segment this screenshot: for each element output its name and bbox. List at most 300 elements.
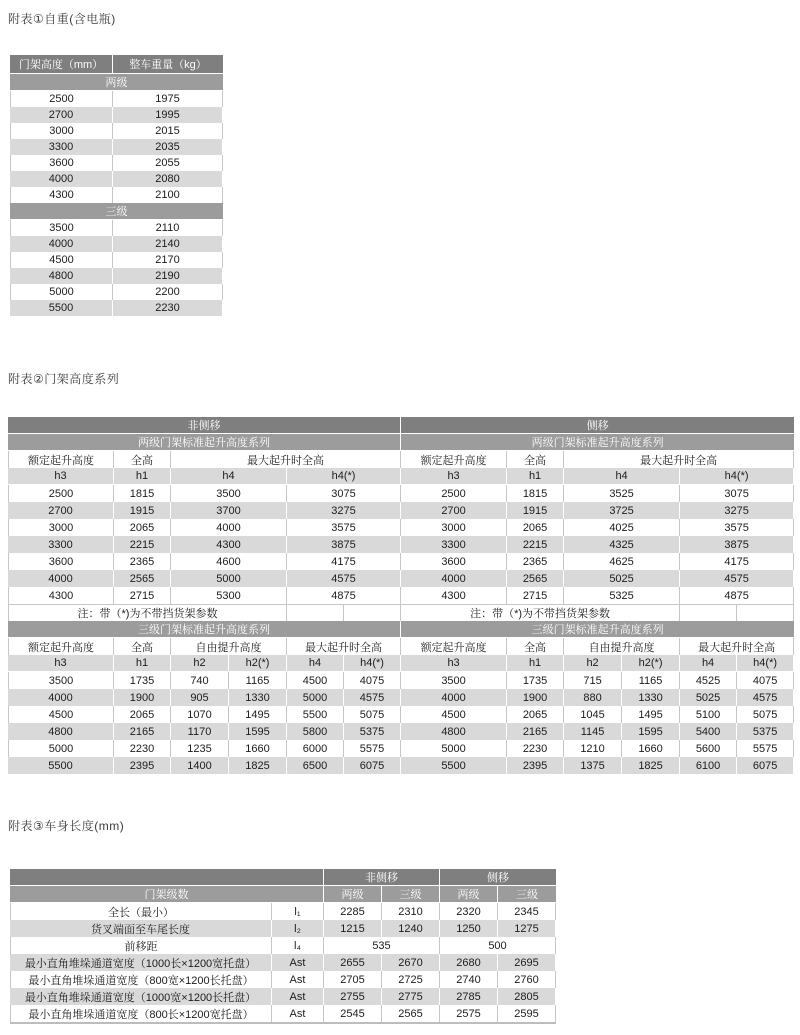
table3-row <box>10 954 556 971</box>
table3-cell: 2725 <box>382 971 440 988</box>
table2-cell: 1915 <box>507 502 564 519</box>
table3-cell: Ast <box>272 954 324 971</box>
table2-cell: 侧移 <box>401 417 794 434</box>
table3-cell: 2695 <box>498 954 556 971</box>
table1-row <box>10 268 223 284</box>
table2-cell: 3275 <box>287 502 401 519</box>
table2-cell: 1070 <box>171 706 229 723</box>
table2-cell: 4875 <box>680 587 794 604</box>
table2-cell: 1825 <box>229 757 287 774</box>
table2-cell: 5375 <box>344 723 401 740</box>
table2-row <box>8 689 794 706</box>
table1-cell: 整车重量（kg） <box>113 55 223 74</box>
table2-cell: 1235 <box>171 740 229 757</box>
table3-row <box>10 903 556 920</box>
table2-cell: 2230 <box>507 740 564 757</box>
table3-cell: 2775 <box>382 988 440 1005</box>
table3-cell: 2575 <box>440 1005 498 1022</box>
table2-cell: 4000 <box>8 570 114 587</box>
table2-cell: 1145 <box>564 723 622 740</box>
table2-cell: 2065 <box>507 706 564 723</box>
table2-cell: h3 <box>8 468 114 485</box>
table2-row <box>8 638 794 655</box>
table2-cell: 1165 <box>622 672 680 689</box>
table2-cell: 4575 <box>287 570 401 587</box>
table2-row <box>8 536 794 553</box>
table3-cell: 最小直角堆垛通道宽度（1000宽×1200长托盘） <box>10 988 272 1005</box>
table2-cell: 3000 <box>8 519 114 536</box>
table2-cell: 2215 <box>507 536 564 553</box>
table2-cell: 2565 <box>507 570 564 587</box>
table2-cell: 2065 <box>114 519 171 536</box>
table2-cell <box>737 604 794 621</box>
table3-cell: 货叉端面至车尾长度 <box>10 920 272 937</box>
table2-cell: 1210 <box>564 740 622 757</box>
table2-cell: 5025 <box>680 689 737 706</box>
table2-row <box>8 570 794 587</box>
table2-cell: 4075 <box>737 672 794 689</box>
table2-cell: 1330 <box>229 689 287 706</box>
table2-cell: 4500 <box>287 672 344 689</box>
table1-cell: 3000 <box>10 123 113 139</box>
table3-cell: 2680 <box>440 954 498 971</box>
table2-cell: 2365 <box>114 553 171 570</box>
table2-row <box>8 621 794 638</box>
table3-cell: 1240 <box>382 920 440 937</box>
table2-cell: 5325 <box>564 587 680 604</box>
table2-cell: 1900 <box>114 689 171 706</box>
table3-cell: 535 <box>324 937 440 954</box>
table2-cell: 4575 <box>680 570 794 587</box>
table2-cell: 2165 <box>507 723 564 740</box>
table2-cell: 3300 <box>401 536 507 553</box>
table2-cell: 最大起升时全高 <box>680 638 794 655</box>
table3-cell: 500 <box>440 937 556 954</box>
table3-cell: 2670 <box>382 954 440 971</box>
table3-cell: 2740 <box>440 971 498 988</box>
table2-cell: 4875 <box>287 587 401 604</box>
table2-cell: 2500 <box>401 485 507 502</box>
table1-cell: 2230 <box>113 300 223 316</box>
table2-cell: 2395 <box>507 757 564 774</box>
table2-cell: 两级门架标准起升高度系列 <box>401 434 794 451</box>
table2-cell: h2(*) <box>229 655 287 672</box>
table2-cell: 4575 <box>344 689 401 706</box>
table2-cell: 1825 <box>622 757 680 774</box>
table1-cell: 4500 <box>10 252 113 268</box>
table2-cell: 4500 <box>401 706 507 723</box>
table1-row <box>10 187 223 203</box>
table2-cell: 1595 <box>622 723 680 740</box>
table2-cell: 3575 <box>680 519 794 536</box>
table2-cell: 5000 <box>287 689 344 706</box>
table2-cell: h2(*) <box>622 655 680 672</box>
table2-cell: 4800 <box>401 723 507 740</box>
table2-cell: h1 <box>507 468 564 485</box>
table2-cell: 非侧移 <box>8 417 401 434</box>
table2-cell: 2065 <box>507 519 564 536</box>
table2-cell: h4 <box>564 468 680 485</box>
table2-cell: 2365 <box>507 553 564 570</box>
table2-cell: 最大起升时全高 <box>564 451 794 468</box>
table3-cell: l₂ <box>272 920 324 937</box>
table1-cell: 4000 <box>10 171 113 187</box>
table3-cell: 2655 <box>324 954 382 971</box>
table2-cell: 2230 <box>114 740 171 757</box>
table2-cell: 3500 <box>171 485 287 502</box>
table2-cell: 6000 <box>287 740 344 757</box>
table2-cell: 1595 <box>229 723 287 740</box>
table2-cell: 5000 <box>171 570 287 587</box>
table1-cell: 2500 <box>10 91 113 107</box>
table3-cell: 2785 <box>440 988 498 1005</box>
table2-cell: 5800 <box>287 723 344 740</box>
table3-cell: 侧移 <box>440 869 556 886</box>
table3-cell: 2545 <box>324 1005 382 1022</box>
table1-cell: 2190 <box>113 268 223 284</box>
table1-cell: 三级 <box>10 203 223 220</box>
table2-cell <box>344 604 401 621</box>
table2-cell: 5575 <box>737 740 794 757</box>
table2-cell: 2165 <box>114 723 171 740</box>
table2-cell: 额定起升高度 <box>401 451 507 468</box>
table3-cell: 前移距 <box>10 937 272 954</box>
table2-cell: 3600 <box>401 553 507 570</box>
table2-cell: 1735 <box>114 672 171 689</box>
table2-cell: 1815 <box>114 485 171 502</box>
table3-title: 附表③车身长度(mm) <box>8 819 125 833</box>
table2-cell: 额定起升高度 <box>8 451 114 468</box>
table2-cell: 715 <box>564 672 622 689</box>
table3-cell: 2595 <box>498 1005 556 1022</box>
table3-cell: 全长（最小） <box>10 903 272 920</box>
body-length-table <box>10 869 556 1024</box>
table3-cell: 1215 <box>324 920 382 937</box>
table3-cell: Ast <box>272 1005 324 1022</box>
table2-cell: 3500 <box>401 672 507 689</box>
table2-cell: 4000 <box>8 689 114 706</box>
table1-cell: 5500 <box>10 300 113 316</box>
table2-cell: h1 <box>114 468 171 485</box>
self-weight-table <box>10 55 223 316</box>
table2-cell: 三级门架标准起升高度系列 <box>401 621 794 638</box>
table1-row <box>10 300 223 316</box>
table3-cell: 2705 <box>324 971 382 988</box>
table1-cell: 2140 <box>113 236 223 252</box>
table2-cell: 1495 <box>229 706 287 723</box>
table2-cell: 5500 <box>401 757 507 774</box>
table3-cell: 2760 <box>498 971 556 988</box>
table3-row <box>10 886 556 903</box>
table2-cell: 最大起升时全高 <box>171 451 401 468</box>
table1-cell: 2200 <box>113 284 223 300</box>
table1-cell: 2110 <box>113 220 223 236</box>
table2-cell: 6075 <box>344 757 401 774</box>
table2-cell <box>287 604 344 621</box>
table2-cell: 5000 <box>401 740 507 757</box>
table2-row <box>8 417 794 434</box>
table3-cell: 2285 <box>324 903 382 920</box>
table1-row <box>10 91 223 107</box>
table2-cell: 3500 <box>8 672 114 689</box>
table3-cell: 两级 <box>440 886 498 903</box>
table2-cell: 2395 <box>114 757 171 774</box>
table2-cell: 5400 <box>680 723 737 740</box>
table3-row <box>10 971 556 988</box>
table1-cell: 门架高度（mm） <box>10 55 113 74</box>
table2-row <box>8 485 794 502</box>
table2-cell: 5575 <box>344 740 401 757</box>
table2-cell: 5600 <box>680 740 737 757</box>
table3-cell: 2310 <box>382 903 440 920</box>
table2-cell: 全高 <box>507 451 564 468</box>
table2-cell: 注：带（*)为不带挡货架参数 <box>401 604 680 621</box>
table1-row <box>10 171 223 187</box>
table2-cell: 5075 <box>737 706 794 723</box>
table2-cell: 1330 <box>622 689 680 706</box>
table2-cell: 5025 <box>564 570 680 587</box>
table2-cell: h2 <box>171 655 229 672</box>
table3-row <box>10 869 556 886</box>
table2-cell: 1735 <box>507 672 564 689</box>
table2-cell: 额定起升高度 <box>401 638 507 655</box>
table2-cell: h1 <box>114 655 171 672</box>
table3-cell: 2755 <box>324 988 382 1005</box>
table1-cell: 4300 <box>10 187 113 203</box>
table2-cell: 5500 <box>287 706 344 723</box>
table2-row <box>8 519 794 536</box>
table2-row <box>8 451 794 468</box>
table2-cell: 1165 <box>229 672 287 689</box>
table2-cell: 全高 <box>114 638 171 655</box>
table2-cell: 4575 <box>737 689 794 706</box>
table3-cell: 最小直角堆垛通道宽度（800宽×1200长托盘） <box>10 971 272 988</box>
table2-cell: 880 <box>564 689 622 706</box>
table2-cell: 3700 <box>171 502 287 519</box>
table1-cell: 1995 <box>113 107 223 123</box>
table2-cell: 全高 <box>114 451 171 468</box>
table2-cell: h3 <box>401 655 507 672</box>
table1-cell: 2700 <box>10 107 113 123</box>
table3-cell: 门架级数 <box>10 886 324 903</box>
table2-cell: 6075 <box>737 757 794 774</box>
table2-cell: h4 <box>287 655 344 672</box>
table3-row <box>10 988 556 1005</box>
table2-cell: 3300 <box>8 536 114 553</box>
table2-cell: 注：带（*)为不带挡货架参数 <box>8 604 287 621</box>
table1-cell: 3500 <box>10 220 113 236</box>
table2-cell: 1045 <box>564 706 622 723</box>
table2-cell: 4500 <box>8 706 114 723</box>
table3-row <box>10 920 556 937</box>
table3-cell: 最小直角堆垛通道宽度（1000长×1200宽托盘） <box>10 954 272 971</box>
table2-cell: 5075 <box>344 706 401 723</box>
table1-row <box>10 155 223 171</box>
table2-cell: 4000 <box>171 519 287 536</box>
table3-cell: l₄ <box>272 937 324 954</box>
table2-cell: h4(*) <box>680 468 794 485</box>
table2-cell: 1900 <box>507 689 564 706</box>
table2-cell: 2215 <box>114 536 171 553</box>
body-length-table-body <box>10 869 556 1022</box>
table1-row <box>10 252 223 268</box>
table2-row <box>8 502 794 519</box>
table2-row <box>8 672 794 689</box>
table1-cell: 4800 <box>10 268 113 284</box>
table1-cell: 2055 <box>113 155 223 171</box>
table2-cell: 3075 <box>680 485 794 502</box>
table2-cell: 1495 <box>622 706 680 723</box>
table2-cell: 1400 <box>171 757 229 774</box>
table2-cell: h4 <box>171 468 287 485</box>
table2-cell: 1915 <box>114 502 171 519</box>
table2-cell: h3 <box>401 468 507 485</box>
table2-cell: 3725 <box>564 502 680 519</box>
table2-row <box>8 723 794 740</box>
table2-cell: 4075 <box>344 672 401 689</box>
table2-cell: 3575 <box>287 519 401 536</box>
table2-row <box>8 587 794 604</box>
table2-cell: 4300 <box>401 587 507 604</box>
table2-cell: 5300 <box>171 587 287 604</box>
table2-cell: 1815 <box>507 485 564 502</box>
table2-cell: h4(*) <box>287 468 401 485</box>
table1-cell: 2170 <box>113 252 223 268</box>
table2-cell: 2715 <box>507 587 564 604</box>
table3-cell: 2320 <box>440 903 498 920</box>
table3-cell: 1250 <box>440 920 498 937</box>
table1-cell: 4000 <box>10 236 113 252</box>
table1-row <box>10 139 223 155</box>
table2-cell: 三级门架标准起升高度系列 <box>8 621 401 638</box>
table3-cell: Ast <box>272 971 324 988</box>
table2-cell: 2500 <box>8 485 114 502</box>
table3-cell: 1275 <box>498 920 556 937</box>
table2-cell: h3 <box>8 655 114 672</box>
table1-row <box>10 220 223 236</box>
table1-row <box>10 123 223 139</box>
table2-cell: 6100 <box>680 757 737 774</box>
table2-cell: 5000 <box>8 740 114 757</box>
table1-row <box>10 236 223 252</box>
self-weight-table-body <box>10 55 223 316</box>
table2-cell: 全高 <box>507 638 564 655</box>
table2-cell: 4325 <box>564 536 680 553</box>
table2-cell: h4 <box>680 655 737 672</box>
table2-cell: 4625 <box>564 553 680 570</box>
table3-cell: l₁ <box>272 903 324 920</box>
table1-cell: 两级 <box>10 74 223 91</box>
table2-cell: 3000 <box>401 519 507 536</box>
table2-cell: 2700 <box>8 502 114 519</box>
table1-row <box>10 284 223 300</box>
table2-row <box>8 740 794 757</box>
table1-cell: 2015 <box>113 123 223 139</box>
table3-cell <box>10 869 324 886</box>
table2-cell <box>680 604 737 621</box>
table2-cell: 3600 <box>8 553 114 570</box>
table2-cell: 额定起升高度 <box>8 638 114 655</box>
table3-cell: 最小直角堆垛通道宽度（800长×1200宽托盘） <box>10 1005 272 1022</box>
table2-cell: 1170 <box>171 723 229 740</box>
table2-cell: h2 <box>564 655 622 672</box>
table2-cell: h1 <box>507 655 564 672</box>
table2-cell: 4000 <box>401 689 507 706</box>
table2-cell: 4800 <box>8 723 114 740</box>
table3-cell: 三级 <box>498 886 556 903</box>
table2-cell: 4175 <box>287 553 401 570</box>
table2-cell: 4525 <box>680 672 737 689</box>
table2-cell: 两级门架标准起升高度系列 <box>8 434 401 451</box>
table3-cell: 2345 <box>498 903 556 920</box>
mast-height-series-table <box>8 417 794 774</box>
table1-row <box>10 74 223 91</box>
table3-row <box>10 937 556 954</box>
table2-cell: 1660 <box>622 740 680 757</box>
table3-cell: 两级 <box>324 886 382 903</box>
table1-cell: 2100 <box>113 187 223 203</box>
table2-cell: 3275 <box>680 502 794 519</box>
table2-cell: 5100 <box>680 706 737 723</box>
table2-cell: 4600 <box>171 553 287 570</box>
table2-cell: 3075 <box>287 485 401 502</box>
table2-cell: 自由提升高度 <box>171 638 287 655</box>
table1-cell: 1975 <box>113 91 223 107</box>
table1-cell: 5000 <box>10 284 113 300</box>
table2-cell: 4300 <box>171 536 287 553</box>
table2-cell: 6500 <box>287 757 344 774</box>
table2-cell: 740 <box>171 672 229 689</box>
table2-row <box>8 655 794 672</box>
table3-cell: 2805 <box>498 988 556 1005</box>
table2-cell: 2700 <box>401 502 507 519</box>
table2-title: 附表②门架高度系列 <box>8 372 120 386</box>
table1-row <box>10 203 223 220</box>
table2-row <box>8 706 794 723</box>
table3-cell: Ast <box>272 988 324 1005</box>
table2-cell: 2565 <box>114 570 171 587</box>
table2-row <box>8 553 794 570</box>
table3-row <box>10 1005 556 1022</box>
table2-cell: 1660 <box>229 740 287 757</box>
table2-row <box>8 604 794 621</box>
table3-cell: 2565 <box>382 1005 440 1022</box>
table1-cell: 2035 <box>113 139 223 155</box>
table1-cell: 2080 <box>113 171 223 187</box>
table2-row <box>8 757 794 774</box>
table3-cell: 非侧移 <box>324 869 440 886</box>
table1-cell: 3600 <box>10 155 113 171</box>
table2-cell: 4175 <box>680 553 794 570</box>
table3-cell: 三级 <box>382 886 440 903</box>
table2-cell: 4000 <box>401 570 507 587</box>
table2-cell: 5500 <box>8 757 114 774</box>
table2-cell: 3875 <box>287 536 401 553</box>
table1-row <box>10 107 223 123</box>
table2-cell: 最大起升时全高 <box>287 638 401 655</box>
table2-cell: 2065 <box>114 706 171 723</box>
table1-cell: 3300 <box>10 139 113 155</box>
table2-cell: 3875 <box>680 536 794 553</box>
table2-cell: 3525 <box>564 485 680 502</box>
table2-cell: h4(*) <box>737 655 794 672</box>
table1-row <box>10 55 223 74</box>
table2-cell: 5375 <box>737 723 794 740</box>
table2-cell: 905 <box>171 689 229 706</box>
table2-cell: 2715 <box>114 587 171 604</box>
mast-height-series-table-body <box>8 417 794 774</box>
table2-cell: 1375 <box>564 757 622 774</box>
